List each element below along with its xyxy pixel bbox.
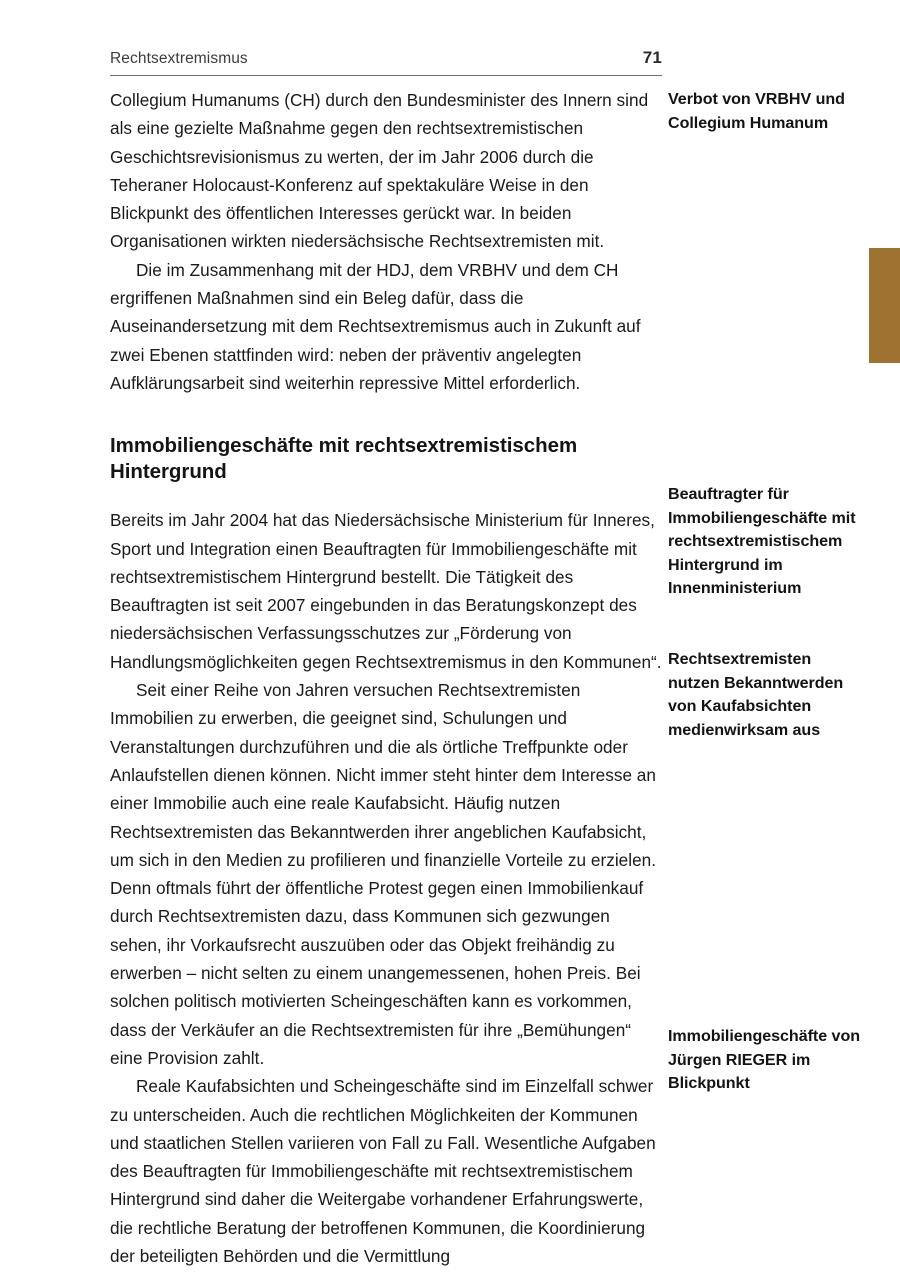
- margin-note: Immobiliengeschäfte von Jürgen RIEGER im Blickpunkt: [668, 1027, 861, 1093]
- running-header-title: Rechtsextremismus: [110, 50, 248, 67]
- margin-note: Rechtsextremisten nutzen Bekanntwerden von Kaufabsichten medienwirksam aus: [668, 650, 844, 739]
- spacer: [110, 485, 664, 506]
- margin-note: Beauftragter für Immobiliengeschäfte mit rechtsextremistischem Hintergrund im Innenministerium: [668, 485, 856, 598]
- margin-note: Verbot von VRBHV und Collegium Humanum: [668, 90, 845, 132]
- paragraph: Die im Zusammenhang mit der HDJ, dem VRBHV und dem CH ergriffenen Maßnahmen sind ein Beleg dafür, dass die Auseinandersetzung mit dem Rechtsextremismus auch in Zukunft auf zwei Ebenen stattfinden wird: neben der präventiv angelegten Aufklärungsarbeit sind weiterhin repressive Mittel erforderlich.: [110, 259, 641, 393]
- running-header: [110, 48, 662, 68]
- page-number: 71: [642, 48, 662, 67]
- paragraph-continuation: Collegium Humanums (CH) durch den Bundesminister des Innern sind als eine gezielte Maßnahme gegen den rechtsextremistischen Geschichtsrevisionismus zu werten, der im Jahr 2006 durch die Teheraner Holocaust-Konferenz auf spektakuläre Weise in den Blickpunkt des öffentlichen Interesses gerückt war. In beiden Organisationen wirkten niedersächsische Rechtsextremisten mit.: [110, 90, 649, 252]
- paragraph: Bereits im Jahr 2004 hat das Niedersächsische Ministerium für Inneres, Sport und Integration einen Beauftragten für Immobiliengeschäfte mit rechtsextremistischem Hintergrund bestellt. Die Tätigkeit des Beauftragten ist seit 2007 eingebunden in das Beratungskonzept des niedersächsischen Verfassungsschutzes zur „Förderung von Handlungsmöglichkeiten gegen Rechtsextremismus in den Kommunen“.: [110, 510, 662, 672]
- paragraph: Reale Kaufabsichten und Scheingeschäfte sind im Einzelfall schwer zu unterscheiden. Auch die rechtlichen Möglichkeiten der Kommunen und staatlichen Stellen variieren von Fall zu Fall. Wesentliche Aufgaben des Beauftragten für Immobiliengeschäfte mit rechtsextremistischem Hintergrund sind daher die Weitergabe vorhandener Erfahrungswerte, die rechtliche Beratung der betroffenen Kommunen, die Koordinierung der beteiligten Behörden und die Vermittlung: [110, 1076, 656, 1266]
- edge-tab-marker: [869, 248, 900, 363]
- body-text-column: [110, 86, 664, 1270]
- section-heading: Immobiliengeschäfte mit rechtsextremistischem Hintergrund: [110, 434, 578, 484]
- header-rule: [110, 75, 662, 76]
- spacer: [110, 397, 664, 433]
- paragraph: Seit einer Reihe von Jahren versuchen Rechtsextremisten Immobilien zu erwerben, die geeignet sind, Schulungen und Veranstaltungen durchzuführen und die als örtliche Treffpunkte oder Anlaufstellen dienen können. Nicht immer steht hinter dem Interesse an einer Immobilie auch eine reale Kaufabsicht. Häufig nutzen Rechtsextremisten das Bekanntwerden ihrer angeblichen Kaufabsicht, um sich in den Medien zu profilieren und finanzielle Vorteile zu erzielen. Denn oftmals führt der öffentliche Protest gegen einen Immobilienkauf durch Rechtsextremisten dazu, dass Kommunen sich gezwungen sehen, ihr Vorkaufsrecht auszuüben oder das Objekt freihändig zu erwerben – nicht selten zu einem unangemessenen, hohen Preis. Bei solchen politisch motivierten Scheingeschäften kann es vorkommen, dass der Verkäufer an die Rechtsextremisten für ihre „Bemühungen“ eine Provision zahlt.: [110, 680, 657, 1068]
